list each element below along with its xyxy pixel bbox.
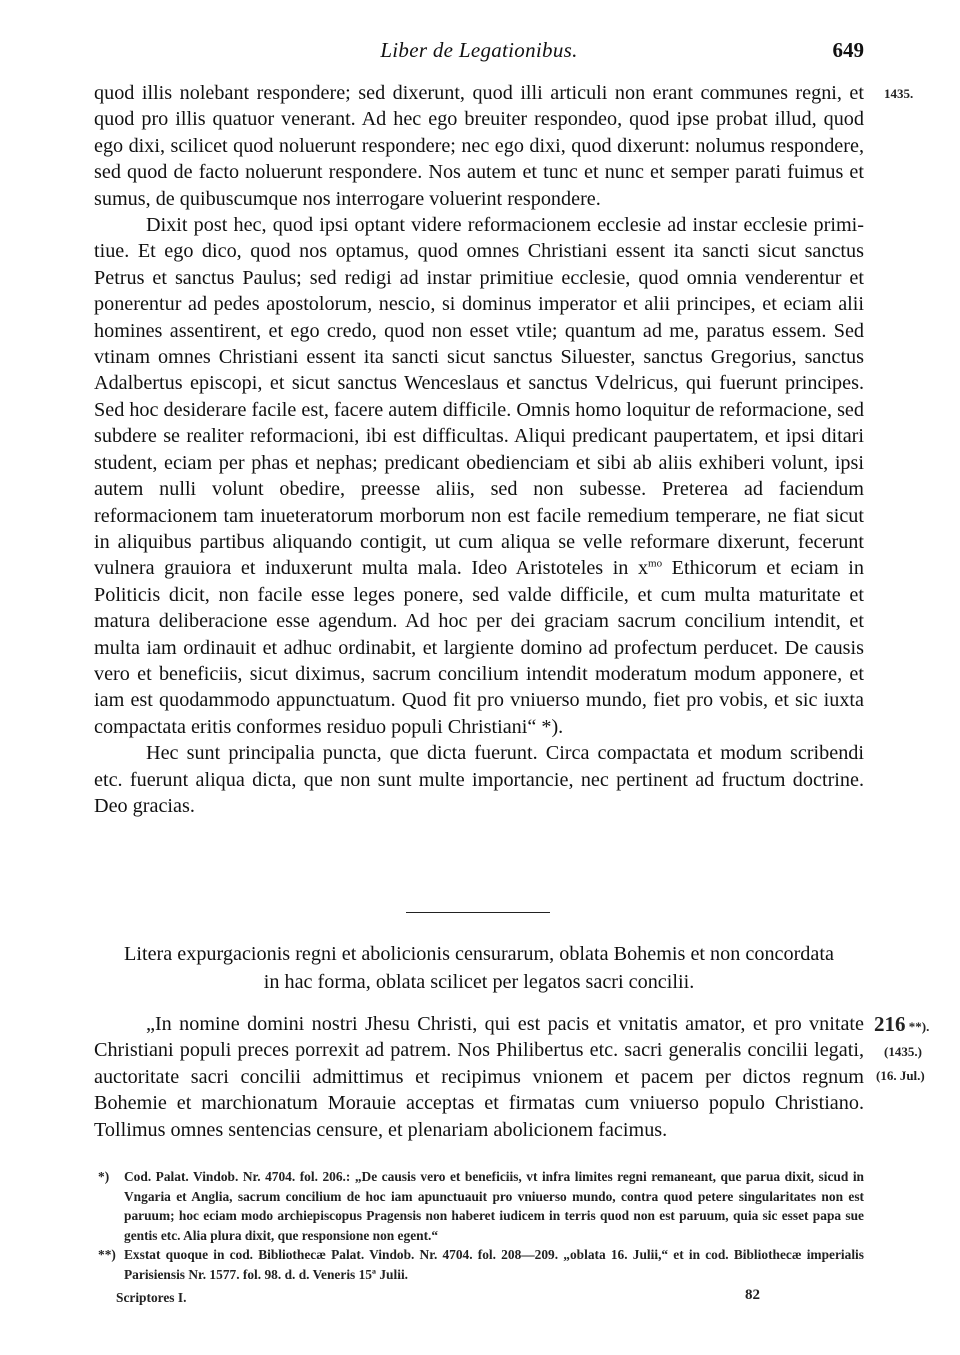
main-text: [94, 80, 864, 819]
footnote-1: [94, 1167, 864, 1245]
page-number: 649: [832, 38, 864, 62]
margin-document-date: (16. Jul.): [876, 1068, 925, 1083]
footnote-2: [94, 1245, 864, 1284]
paragraph-3: Hec sunt principalia puncta, que dicta fuerunt. Circa compactata et modum scribendi etc. fuerunt aliqua dicta, que non sunt multe importancie, nec pertinent ad fructum doctrine. Deo gracias.: [94, 742, 864, 817]
ordinal-superscript: mo: [648, 557, 663, 570]
running-head: [94, 38, 864, 68]
paragraph-1: quod illis nolebant respondere; sed dixerunt, quod illi articuli non erant communes regni, et quod pro illis quatuor venerant. Ad hec ego breuiter respondeo, quod ipse probat illud, quod ego dixi, scilicet quod noluerunt respondere; nec ego dixi, quod dixerunt: nolumus respondere, sed quod de facto noluerunt respondere. Nos autem et tunc et nunc et semper parati fuimus et sumus, de quibuscumque nos interrogare voluerint respondere.: [94, 82, 864, 210]
margin-document-number: [874, 1012, 929, 1037]
paragraph-2-continued: Ethicorum et eciam in Politicis dicit, non facile esse leges ponere, sed valde difficile, et cum multa maturitate et matura deliberacione esse agendum. Ad hoc per dei graciam sacrum concilium intendit, et multa iam ordinauit et adhuc ordinabit, et largiente domino ad profectum perducet. De causis vero et beneficiis, sicut diximus, sacrum concilium intendit moderatum modum apponere, et iam est quodammodo appunctuatum. Quod fit pro vniuerso mundo, fiet pro vobis, et sic iuxta compactata eritis conformes residuo populi Christiani“ *).: [94, 557, 864, 738]
footnote-2-text: Exstat quoque in cod. Bibliothecæ Palat. Vindob. Nr. 4704. fol. 208—209. „oblata 16. Julii,“ et in cod. Bibliothecæ imperialis Parisiensis Nr. 1577. fol. 98. d. d. Veneris 15ª Julii.: [124, 1247, 864, 1282]
document-heading: [94, 940, 864, 996]
footnote-1-mark: *): [98, 1169, 110, 1184]
document-heading-line-1: Litera expurgacionis regni et abolicionis censurarum, oblata Bohemis et non concordata: [124, 943, 834, 965]
margin-document-year: (1435.): [884, 1044, 922, 1059]
section-divider: [406, 912, 550, 913]
document-paragraph: „In nomine domini nostri Jhesu Christi, qui est pacis et vnitatis amator, et pro vnitate Christiani populi preces porrexit ad patrem. Nos Philibertus etc. sacri generalis concilii legati, auctoritate sacri concilii admittimus et recipimus vnionem et pacem per dictos regnum Bohemie et marchionatum Morauie acceptas et firmatas cum vniuerso populo Christiano. Tollimus omnes sentencias censure, et plenariam abolicionem facimus.: [94, 1013, 864, 1141]
document-text: [94, 1011, 864, 1143]
paragraph-2: [94, 212, 864, 740]
document-heading-line-2: in hac forma, oblata scilicet per legatos sacri concilii.: [263, 971, 695, 993]
footnotes: [94, 1167, 864, 1285]
footnote-1-text: Cod. Palat. Vindob. Nr. 4704. fol. 206.: „De causis vero et beneficiis, vt infra limites regni remaneant, que parua dixit, sicud in Vngaria et Anglia, sacrum concilium de hoc iam apunctuauit pro vniuerso mundo, contra quod petere singularitates non est paruum; hoc eciam modo archiepiscopus Pragensis non haberet iudicem in terris quod non est paruum, quia sic esset papa sue gentis etc. Alia plura dixit, que responsione non egent.“: [124, 1169, 864, 1243]
paragraph-2-text: Dixit post hec, quod ipsi optant videre reformacionem ecclesie ad instar ecclesie primitiue. Et ego dico, quod nos optamus, quod omnes Christiani essent ita sancti sicut sanctus Petrus et sanctus Paulus; sed redigi ad instar primitiue ecclesie, quod omnia venderentur et ponerentur ad pedes apostolorum, nescio, si dominus imperator et alii principes, et eciam alii homines assentirent, et ego credo, quod non esset vtile; quantum ad me, paratus essem. Sed vtinam omnes Christiani essent ita sancti sicut sanctus Siluester, sanctus Gregorius, sanctus Adalbertus episcopi, et sicut sanctus Wenceslaus et sanctus Vdelricus, qui fuerunt principes. Sed hoc desiderare facile est, facere autem difficile. Omnis homo loquitur de reformacione, sed subdere se realiter reformacioni, ibi est difficultas. Aliqui predicant paupertatem, et ipsi ditari student, eciam per phas et nephas; predicant obedienciam et sibi ab aliis exhiberi volunt, ipsi autem nulli volunt obedire, preesse aliis, sed non subesse. Preterea ad faciendum reformacionem tam inueteratorum morborum non est facile remedium temperare, ne fiat sicut in aliquibus partibus aliquando contigit, ut cum aliqua se velle reformare dixerunt, fecerunt vulnera grauiora et induxerunt multa mala. Ideo Aristoteles in x: [94, 214, 864, 580]
footnote-2-mark: **): [98, 1247, 116, 1263]
document-number-mark: **).: [908, 1019, 930, 1034]
sheet-number: 82: [745, 1287, 760, 1303]
signature-mark: Scriptores I.: [116, 1290, 187, 1305]
document-number: 216: [874, 1012, 906, 1036]
margin-year: 1435.: [884, 86, 914, 101]
running-title: Liber de Legationibus.: [380, 38, 578, 62]
